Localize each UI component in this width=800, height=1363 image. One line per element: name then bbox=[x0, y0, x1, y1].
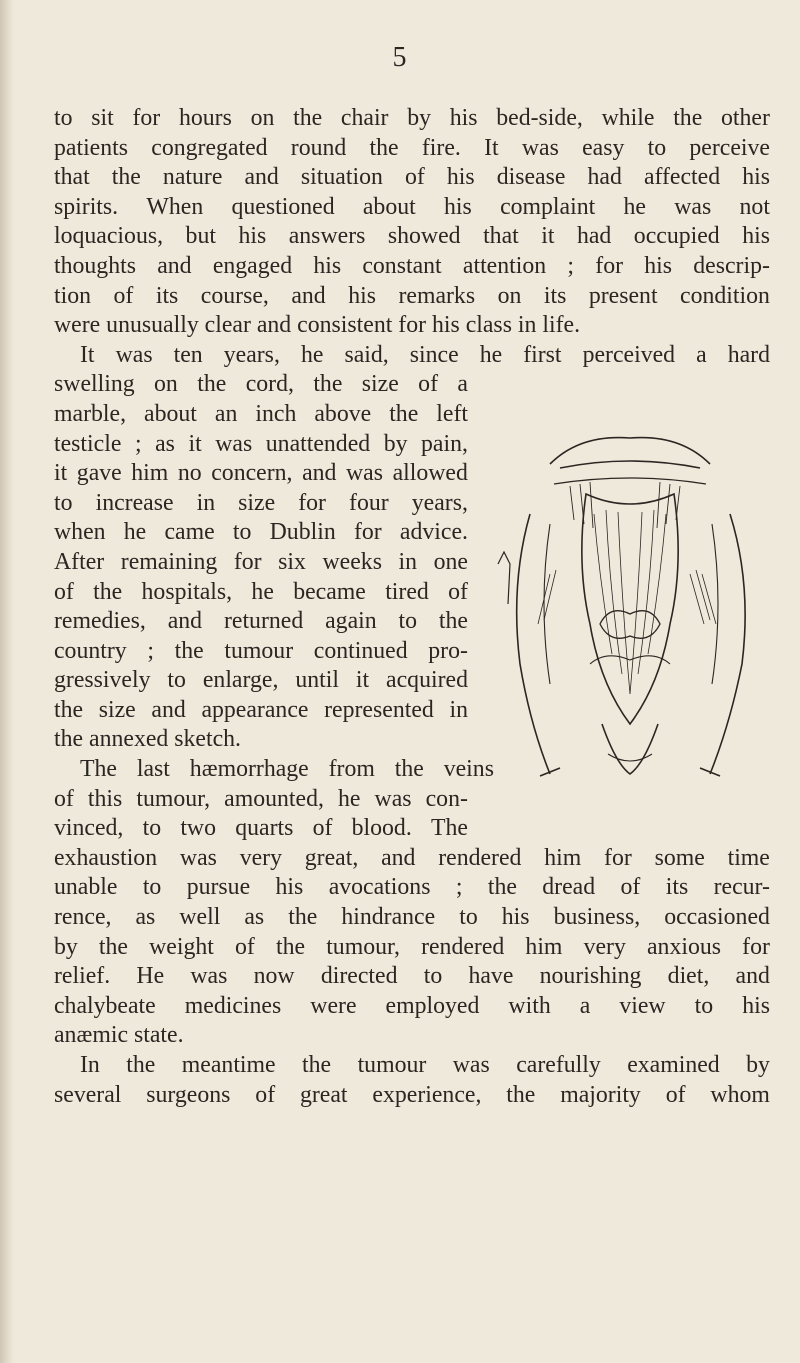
text-line-34: several surgeons of great experience, the majority of whom bbox=[54, 1081, 770, 1108]
page-number: 5 bbox=[392, 42, 408, 73]
text-line-20: gressively to enlarge, until it acquired bbox=[54, 667, 468, 694]
text-line-17: of the hospitals, he became tired of bbox=[54, 578, 468, 605]
text-line-6: thoughts and engaged his constant attention ; for his descrip- bbox=[54, 252, 770, 279]
binding-edge bbox=[0, 0, 14, 1363]
text-line-11: marble, about an inch above the left bbox=[54, 400, 468, 427]
text-line-4: spirits. When questioned about his complaint he was not bbox=[54, 193, 770, 220]
text-line-7: tion of its course, and his remarks on its present condition bbox=[54, 282, 770, 309]
text-line-12: testicle ; as it was unattended by pain, bbox=[54, 430, 468, 457]
text-line-19: country ; the tumour continued pro- bbox=[54, 637, 468, 664]
text-line-13: it gave him no concern, and was allowed bbox=[54, 460, 468, 487]
text-line-14: to increase in size for four years, bbox=[54, 489, 468, 516]
text-line-9: It was ten years, he said, since he first perceived a hard bbox=[80, 341, 770, 368]
text-line-32: anæmic state. bbox=[54, 1022, 184, 1049]
text-line-21: the size and appearance represented in bbox=[54, 696, 468, 723]
text-line-3: that the nature and situation of his disease had affected his bbox=[54, 164, 770, 191]
text-line-2: patients congregated round the fire. It was easy to perceive bbox=[54, 134, 770, 161]
text-line-16: After remaining for six weeks in one bbox=[54, 548, 468, 575]
text-line-15: when he came to Dublin for advice. bbox=[54, 519, 468, 546]
text-line-28: rence, as well as the hindrance to his business, occasioned bbox=[54, 904, 770, 931]
text-line-29: by the weight of the tumour, rendered him very anxious for bbox=[54, 933, 770, 960]
text-line-10: swelling on the cord, the size of a bbox=[54, 371, 468, 398]
text-line-8: were unusually clear and consistent for his class in life. bbox=[54, 312, 581, 339]
text-line-23: The last hæmorrhage from the veins bbox=[80, 756, 494, 783]
text-line-1: to sit for hours on the chair by his bed-side, while the other bbox=[54, 105, 770, 131]
text-line-5: loquacious, but his answers showed that it had occupied his bbox=[54, 223, 770, 250]
text-line-22: the annexed sketch. bbox=[54, 726, 241, 753]
text-line-31: chalybeate medicines were employed with a view to his bbox=[54, 992, 770, 1019]
text-line-30: relief. He was now directed to have nourishing diet, and bbox=[54, 963, 770, 990]
text-line-24: of this tumour, amounted, he was con- bbox=[54, 785, 468, 812]
text-line-27: unable to pursue his avocations ; the dread of its recur- bbox=[54, 874, 770, 901]
text-line-33: In the meantime the tumour was carefully examined by bbox=[80, 1052, 770, 1078]
text-line-25: vinced, to two quarts of blood. The bbox=[54, 815, 468, 842]
text-line-26: exhaustion was very great, and rendered him for some time bbox=[54, 844, 770, 871]
tumour-sketch-illustration bbox=[490, 424, 770, 792]
text-line-18: remedies, and returned again to the bbox=[54, 608, 468, 635]
